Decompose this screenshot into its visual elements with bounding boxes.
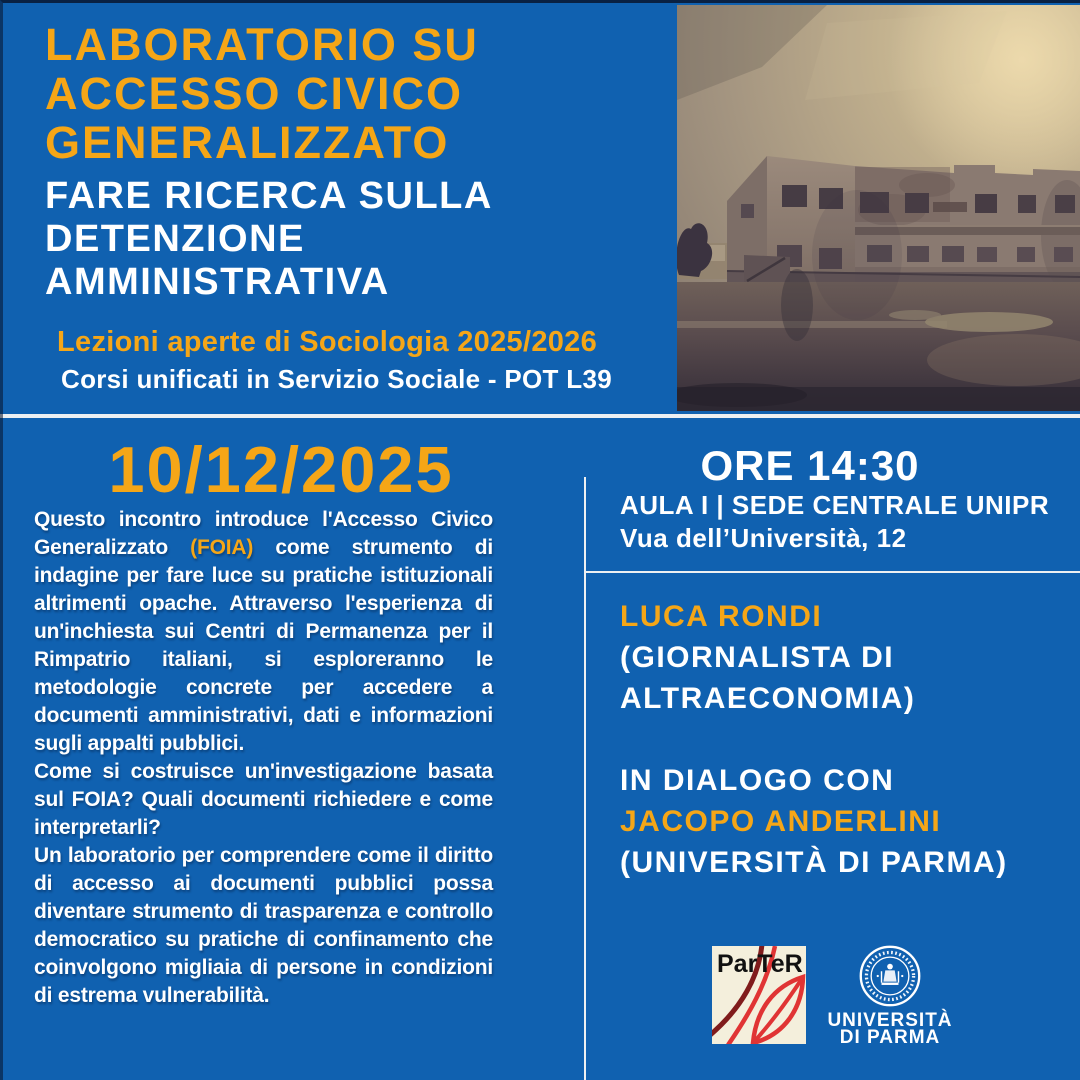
title-line-1: LABORATORIO SU <box>45 19 479 70</box>
description-text: Questo incontro introduce l'Accesso Civico Generalizzato <box>34 508 493 559</box>
unipr-text-line2: DI PARMA <box>839 1027 941 1048</box>
column-vertical-divider <box>584 477 586 1080</box>
series-title: Lezioni aperte di Sociologia 2025/2026 <box>57 326 598 358</box>
title-line-2: ACCESSO CIVICO <box>45 68 464 119</box>
unipr-text-line1: UNIVERSITÀ <box>827 1010 953 1031</box>
event-date: 10/12/2025 <box>108 433 454 506</box>
description-paragraph-2: Come si costruisce un'investigazione basata sul FOIA? Quali documenti richiedere e come interpretarli? <box>34 760 493 839</box>
speaker1-name: LUCA RONDI <box>620 600 823 633</box>
parter-logo <box>712 946 806 1044</box>
building-photo <box>677 5 1080 411</box>
poster-subtitle <box>45 175 660 304</box>
title-line-3: GENERALIZZATO <box>45 117 450 168</box>
subtitle-line-2: DETENZIONE <box>45 218 305 260</box>
venue-address: Vua dell’Università, 12 <box>620 523 907 553</box>
speakers-block <box>620 596 1060 883</box>
unipr-logo <box>815 943 965 1046</box>
subtitle-line-1: FARE RICERCA SULLA <box>45 175 493 217</box>
parter-logo-label: ParTeR <box>717 950 803 978</box>
event-description <box>34 506 493 1010</box>
description-paragraph-3: Un laboratorio per comprendere come il diritto di accesso ai documenti pubblici possa diventare strumento di trasparenza e controllo democratico su pratiche di confinamento che coinvolgono migliaia di persone in condizioni di estrema vulnerabilità. <box>34 844 493 1007</box>
description-paragraph-1 <box>34 506 493 758</box>
foia-highlight: (FOIA) <box>190 536 254 559</box>
right-horizontal-divider <box>586 571 1080 573</box>
speaker2-name: JACOPO ANDERLINI <box>620 805 942 838</box>
main-horizontal-divider <box>0 414 1080 418</box>
event-time: ORE 14:30 <box>700 442 920 489</box>
building-photo-illustration <box>677 5 1080 411</box>
event-venue <box>620 489 1060 555</box>
unipr-logo-text <box>815 1012 965 1046</box>
series-course: Corsi unificati in Servizio Sociale - POT L39 <box>61 364 612 394</box>
speaker1-role-line1: (GIORNALISTA DI <box>620 641 895 674</box>
description-text: come strumento di indagine per fare luce su pratiche istituzionali altrimenti opache. Attraverso l'esperienza di un'inchiesta sui Centri di Permanenza per il Rimpatrio italiani, si esploreranno le metodologie concrete per accedere a documenti amministrativi, dati e informazioni sugli appalti pubblici. <box>34 536 493 755</box>
subtitle-line-3: AMMINISTRATIVA <box>45 261 390 303</box>
speakers-spacer <box>620 719 1060 760</box>
dialog-intro: IN DIALOGO CON <box>620 764 895 797</box>
venue-room: AULA I | SEDE CENTRALE UNIPR <box>620 490 1050 520</box>
speaker1-role-line2: ALTRAECONOMIA) <box>620 682 916 715</box>
speaker2-affiliation: (UNIVERSITÀ DI PARMA) <box>620 846 1008 879</box>
poster-title <box>45 20 660 167</box>
unipr-seal-icon <box>857 943 923 1009</box>
